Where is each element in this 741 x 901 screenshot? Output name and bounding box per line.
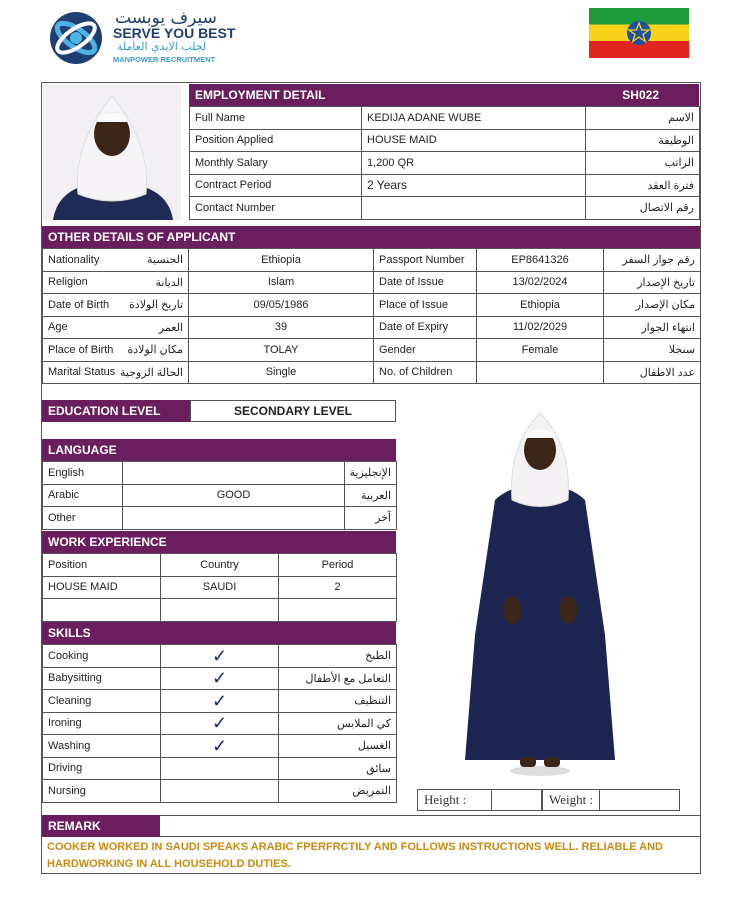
field-value: GOOD <box>123 484 345 507</box>
field-label: Monthly Salary <box>190 152 362 175</box>
applicant-full-photo <box>450 405 630 780</box>
work-experience-title: WORK EXPERIENCE <box>48 535 167 549</box>
field-label: Marital Status <box>48 366 116 379</box>
skill-label: Washing <box>43 735 161 758</box>
height-box <box>417 789 542 811</box>
field-label: Contract Period <box>190 174 362 197</box>
skill-label: Ironing <box>43 712 161 735</box>
field-label: Position Applied <box>190 129 362 152</box>
table-row <box>43 712 397 735</box>
table-cell: SAUDI <box>161 576 279 599</box>
table-header-row <box>43 554 397 577</box>
height-label: Height : <box>424 792 467 807</box>
field-value: 39 <box>189 316 374 339</box>
table-row <box>190 107 700 130</box>
table-row <box>190 174 700 197</box>
table-row <box>43 780 397 803</box>
field-value <box>362 197 586 220</box>
field-value: HOUSE MAID <box>362 129 586 152</box>
field-value: Single <box>189 361 374 384</box>
field-value: 13/02/2024 <box>477 271 604 294</box>
table-row <box>43 507 397 530</box>
language-table <box>42 461 397 530</box>
field-label: English <box>43 462 123 485</box>
checkmark-icon: ✓ <box>161 667 279 690</box>
table-row <box>43 361 701 384</box>
skills-table <box>42 644 397 803</box>
height-value <box>491 790 541 810</box>
weight-label: Weight : <box>549 792 594 807</box>
field-label: Date of Expiry <box>374 316 477 339</box>
field-label: Contact Number <box>190 197 362 220</box>
field-label-ar: الديانة <box>155 276 183 289</box>
applicant-photo <box>43 84 181 220</box>
logo-arabic: سيرف يوبست <box>115 8 217 28</box>
field-label: Date of Issue <box>374 271 477 294</box>
employment-detail-title: EMPLOYMENT DETAIL <box>195 88 326 102</box>
table-row <box>190 152 700 175</box>
work-experience-table <box>42 553 397 622</box>
field-label: Gender <box>374 339 477 362</box>
field-value: 11/02/2029 <box>477 316 604 339</box>
checkmark-icon: ✓ <box>161 735 279 758</box>
education-value: SECONDARY LEVEL <box>190 400 396 422</box>
table-row <box>43 576 397 599</box>
field-label-ar: العربية <box>345 484 397 507</box>
table-cell <box>161 599 279 622</box>
table-cell: 2 <box>279 576 397 599</box>
field-value: Islam <box>189 271 374 294</box>
field-value: TOLAY <box>189 339 374 362</box>
table-row <box>43 462 397 485</box>
skill-label-ar: الطبخ <box>279 645 397 668</box>
field-label-ar: الحالة الزوجية <box>120 366 183 379</box>
field-value: KEDIJA ADANE WUBE <box>362 107 586 130</box>
column-header: Period <box>279 554 397 577</box>
field-label: Other <box>43 507 123 530</box>
weight-box <box>542 789 680 811</box>
table-row <box>43 294 701 317</box>
checkmark-icon: ✓ <box>161 712 279 735</box>
employment-table <box>189 106 700 220</box>
remark-header-line <box>160 815 700 837</box>
weight-value <box>599 790 679 810</box>
checkmark-icon <box>161 757 279 780</box>
skill-label: Babysitting <box>43 667 161 690</box>
table-cell <box>279 599 397 622</box>
skill-label: Nursing <box>43 780 161 803</box>
skill-label-ar: الغسيل <box>279 735 397 758</box>
skills-header <box>42 622 396 644</box>
table-row <box>190 129 700 152</box>
language-title: LANGUAGE <box>48 443 117 457</box>
field-value: EP8641326 <box>477 249 604 272</box>
other-details-header <box>42 226 700 248</box>
field-label-ar: الاسم <box>586 107 700 130</box>
remark-text: COOKER WORKED IN SAUDI SPEAKS ARABIC FPERFRCTILY AND FOLLOWS INSTRUCTIONS WELL. RELIABLE AND HARDWORKING IN ALL HOUSEHOLD DUTIES. <box>47 841 664 870</box>
column-header: Country <box>161 554 279 577</box>
field-label: Passport Number <box>374 249 477 272</box>
field-label-ar: مكان الإصدار <box>604 294 701 317</box>
company-logo <box>45 8 245 68</box>
field-label: Date of Birth <box>48 298 110 311</box>
table-cell <box>43 599 161 622</box>
logo-arabic-sub: لجلب الايدي العاملة <box>117 40 207 53</box>
field-value: Female <box>477 339 604 362</box>
table-row <box>43 271 701 294</box>
work-experience-header <box>42 531 396 553</box>
field-label-ar: فترة العقد <box>586 174 700 197</box>
field-label: Place of Issue <box>374 294 477 317</box>
field-label: Religion <box>48 276 88 289</box>
skill-label-ar: التنظيف <box>279 690 397 713</box>
field-value: 09/05/1986 <box>189 294 374 317</box>
field-label: Arabic <box>43 484 123 507</box>
table-row <box>43 484 397 507</box>
field-label: Nationality <box>48 253 100 266</box>
field-value: Ethiopia <box>189 249 374 272</box>
table-cell: HOUSE MAID <box>43 576 161 599</box>
field-label: Place of Birth <box>48 343 114 356</box>
remark-header <box>42 815 160 837</box>
field-label-ar: عدد الاطفال <box>604 361 701 384</box>
table-row <box>190 197 700 220</box>
field-label-ar: تاريخ الإصدار <box>604 271 701 294</box>
skill-label: Driving <box>43 757 161 780</box>
field-value: 1,200 QR <box>362 152 586 175</box>
field-value: 2 Years <box>362 174 586 197</box>
checkmark-icon: ✓ <box>161 645 279 668</box>
field-label-ar: العمر <box>158 321 183 334</box>
field-label-ar: تاريخ الولادة <box>129 299 183 312</box>
language-header <box>42 439 396 461</box>
field-label-ar: الراتب <box>586 152 700 175</box>
field-label-ar: الإنجليزية <box>345 462 397 485</box>
reference-code: SH022 <box>622 88 659 102</box>
table-row <box>43 757 397 780</box>
field-label-ar: آخر <box>345 507 397 530</box>
table-row <box>43 599 397 622</box>
field-value <box>123 507 345 530</box>
other-details-title: OTHER DETAILS OF APPLICANT <box>48 230 236 244</box>
skills-title: SKILLS <box>48 626 91 640</box>
table-row <box>43 690 397 713</box>
field-label-ar: مكان الولادة <box>127 344 183 357</box>
table-row <box>43 316 701 339</box>
field-label-ar: رقم الاتصال <box>586 197 700 220</box>
field-label: No. of Children <box>374 361 477 384</box>
logo-emblem-icon <box>45 10 107 66</box>
skill-label: Cooking <box>43 645 161 668</box>
checkmark-icon <box>161 780 279 803</box>
table-row <box>43 249 701 272</box>
logo-sub: MANPOWER RECRUITMENT <box>113 55 216 64</box>
education-header <box>42 400 190 422</box>
remark-title: REMARK <box>48 819 101 833</box>
ethiopia-flag-icon <box>589 8 689 58</box>
table-row <box>43 645 397 668</box>
skill-label-ar: التمريض <box>279 780 397 803</box>
table-row <box>43 667 397 690</box>
skill-label-ar: كي الملابس <box>279 712 397 735</box>
field-value: Ethiopia <box>477 294 604 317</box>
field-label-ar: سنجلا <box>604 339 701 362</box>
field-label: Age <box>48 321 68 334</box>
field-value <box>123 462 345 485</box>
checkmark-icon: ✓ <box>161 690 279 713</box>
field-label-ar: الوظيفة <box>586 129 700 152</box>
field-value <box>477 361 604 384</box>
skill-label-ar: التعامل مع الأطفال <box>279 667 397 690</box>
logo-name: SERVE YOU BEST <box>113 25 236 41</box>
education-title: EDUCATION LEVEL <box>48 404 161 418</box>
column-header: Position <box>43 554 161 577</box>
skill-label: Cleaning <box>43 690 161 713</box>
field-label-ar: رقم جواز السفر <box>604 249 701 272</box>
skill-label-ar: سائق <box>279 757 397 780</box>
table-row <box>43 339 701 362</box>
field-label-ar: انتهاء الجواز <box>604 316 701 339</box>
field-label: Full Name <box>190 107 362 130</box>
field-label-ar: الجنسية <box>147 254 183 267</box>
other-details-table <box>42 248 701 384</box>
employment-detail-header <box>189 84 699 106</box>
table-row <box>43 735 397 758</box>
